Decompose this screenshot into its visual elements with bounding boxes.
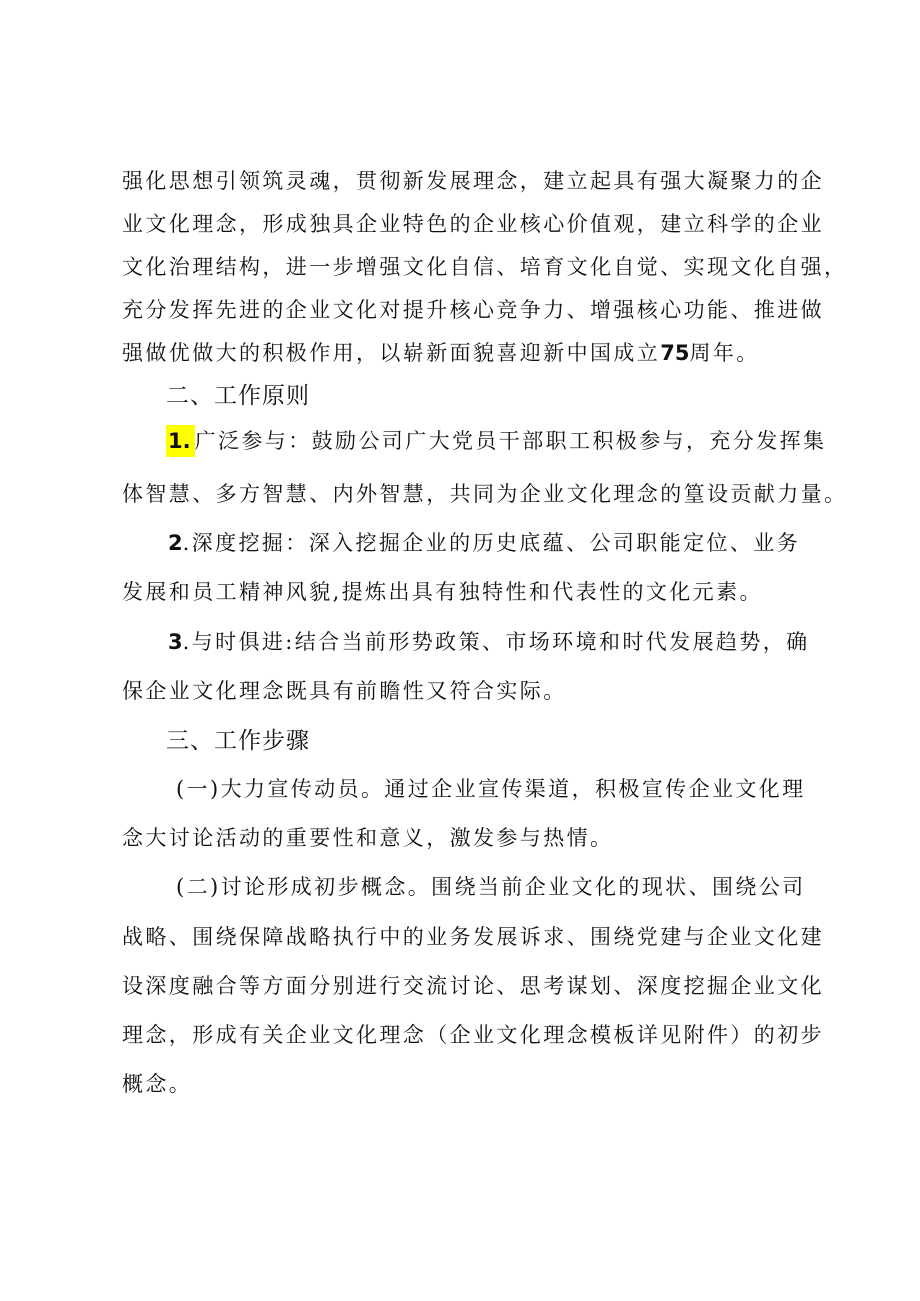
principle-2-number: 2 (168, 531, 183, 555)
step-2-line-4: 理念，形成有关企业文化理念（企业文化理念模板详见附件）的初步 (122, 1023, 824, 1047)
section-heading-steps: 三、工作步骤 (166, 728, 310, 754)
intro-line-4: 充分发挥先进的企业文化对提升核心竞争力、增强核心功能、推进做 (122, 298, 824, 322)
principle-2-line-2: 发展和员工精神风貌,提炼出具有独特性和代表性的文化元素。 (122, 580, 763, 604)
intro-year: 75 (660, 341, 690, 365)
principle-1-line-2: 体智慧、多方智慧、内外智慧，共同为企业文化理念的篁设贡献力量。 (122, 482, 848, 506)
principle-1-line-1 (166, 426, 826, 456)
intro-line-5-text: 强做优做大的积极作用，以崭新面貌喜迎新中国成立 (122, 341, 661, 365)
step-2-line-5: 概念。 (122, 1072, 193, 1096)
principle-2-text: .深度挖掘：深入挖掘企业的历史底蕴、公司职能定位、业务 (182, 531, 801, 555)
principle-1-number: 1. (166, 425, 195, 457)
principle-3-line-2: 保企业文化理念既具有前瞻性又符合实际。 (122, 679, 567, 703)
section-heading-principles: 二、工作原则 (166, 383, 310, 409)
step-2-line-1: (二)讨论形成初步概念。围绕当前企业文化的现状、围绕公司 (176, 875, 806, 899)
step-2-line-2: 战略、围绕保障战略执行中的业务发展诉求、围绕党建与企业文化建 (122, 925, 824, 949)
intro-line-2: 业文化理念，形成独具企业特色的企业核心价值观，建立科学的企业 (122, 212, 824, 236)
principle-3-line-1 (168, 627, 810, 657)
principle-1-text: 广泛参与：鼓励公司广大党员干部职工积极参与，充分发挥集 (194, 429, 827, 453)
intro-line-1: 强化思想引领筑灵魂，贯彻新发展理念，建立起具有强大凝聚力的企 (122, 169, 824, 193)
step-1-line-1: (一)大力宣传动员。通过企业宣传渠道，积极宣传企业文化理 (176, 777, 806, 801)
principle-3-text: .与时俱进:结合当前形势政策、市场环境和时代发展趋势，确 (182, 630, 810, 654)
step-2-line-3: 设深度融合等方面分别进行交流讨论、思考谋划、深度挖掘企业文化 (122, 974, 824, 998)
principle-3-number: 3 (168, 630, 183, 654)
principle-2-line-1 (168, 528, 800, 558)
intro-line-5 (122, 338, 760, 368)
intro-line-5-tail: 周年。 (689, 341, 760, 365)
intro-line-3: 文化治理结构，进一步增强文化自信、培育文化自觉、实现文化自强， (122, 255, 848, 279)
step-1-line-2: 念大讨论活动的重要性和意义，激发参与热情。 (122, 826, 614, 850)
